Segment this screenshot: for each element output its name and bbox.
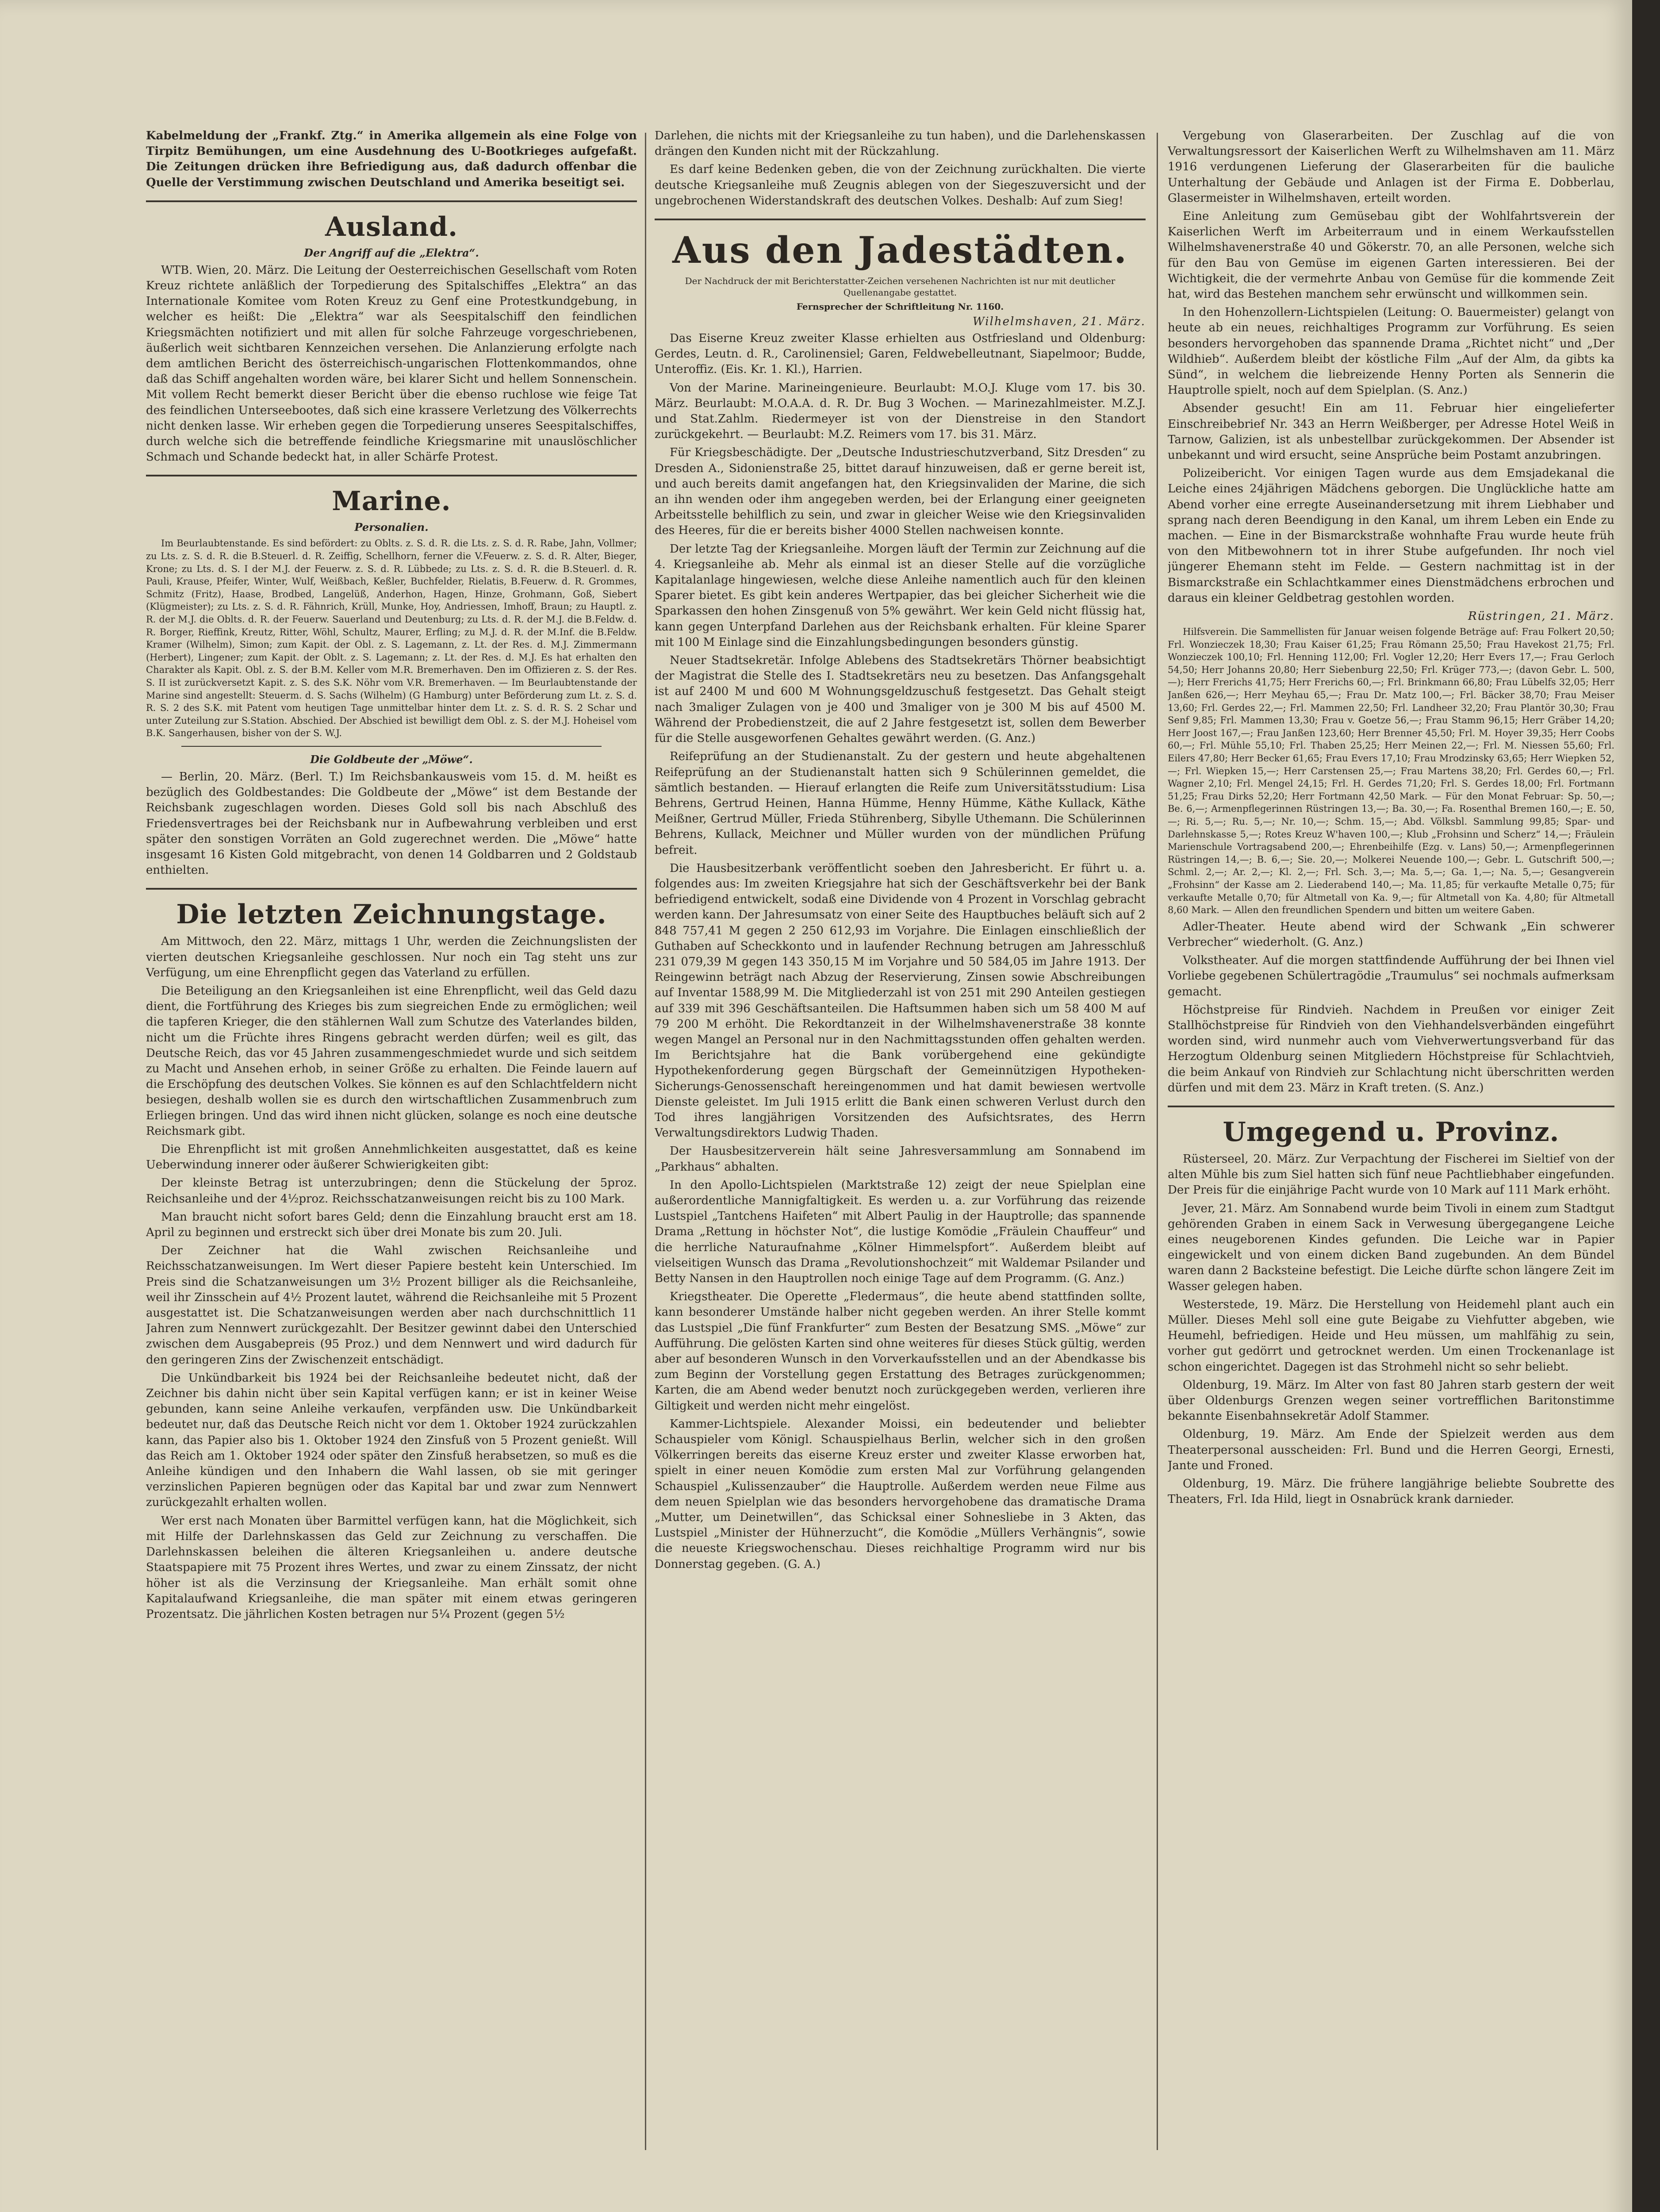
section-title-jadestaedte: Aus den Jadestädten. [672, 229, 1128, 272]
section-rule [146, 200, 637, 202]
section-title-marine: Marine. [332, 486, 451, 517]
section-title-zeichnungstage: Die letzten Zeichnungstage. [176, 899, 607, 930]
section-title-umgegend: Umgegend u. Provinz. [1223, 1116, 1560, 1148]
paragraph: Es darf keine Bedenken geben, die von der Zeichnung zurückhalten. Die vierte deutsche Kriegsanleihe muß Zeugnis ablegen von der Siegeszuversicht und der ungebrochenen Widerstandskraft des deutschen Volkes. Deshalb: Auf zum Sieg! [655, 163, 1146, 207]
article-moewe: — Berlin, 20. März. (Berl. T.) Im Reichsbankausweis vom 15. d. M. heißt es bezüglich des Goldbestandes: Die Goldbeute der „Möwe“ ist dem Bestande der Reichsbank zugeschlagen worden. Dieses Gold soll bis nach Abschluß des Friedensvertrages bei der Reichsbank nur in Aufbewahrung verbleiben und erst später den sonstigen Vorräten an Gold zugerechnet werden. Die „Möwe“ hatte insgesamt 16 Kisten Gold mitgebracht, von denen 14 Goldbarren und 2 Goldstaub enthielten. [146, 770, 637, 877]
news-item: Reifeprüfung an der Studienanstalt. Zu der gestern und heute abgehaltenen Reifeprüfung an der Studienanstalt hatten sich 9 Schülerinnen gemeldet, die sämtlich bestanden. — Hierauf erlangten die Reife zum Universitätsstudium: Lisa Behrens, Gertrud Heinen, Hanna Hümme, Henny Hümme, Käthe Kullack, Käthe Meißner, Gertrud Müller, Frieda Stührenberg, Sibylle Uthemann. Die Schülerinnen Behrens, Kullack, Meichner und Müller wurden von der mündlichen Prüfung befreit. [655, 750, 1146, 857]
page-edge [1632, 0, 1660, 2212]
news-item: Rüsterseel, 20. März. Zur Verpachtung der Fischerei im Sieltief von der alten Mühle bis zum Siel hatten sich fünf neue Pachtliebhaber eingefunden. Der Preis für die einjährige Pacht wurde von 10 Mark auf 111 Mark erhöht. [1168, 1152, 1614, 1197]
news-item: Volkstheater. Auf die morgen stattfindende Aufführung der bei Ihnen viel Vorliebe gegebenen Schülertragödie „Traumulus“ sei nochmals aufmerksam gemacht. [1168, 954, 1614, 998]
news-item: Absender gesucht! Ein am 11. Februar hier eingelieferter Einschreibebrief Nr. 343 an Herrn Weißberger, per Adresse Hotel Weiß in Tarnow, Galizien, ist als unbestellbar zurückgekommen. Der Absender ist unbekannt und wird ersucht, seine Ansprüche beim Postamt anzubringen. [1168, 402, 1614, 462]
news-item: Polizeibericht. Vor einigen Tagen wurde aus dem Emsjadekanal die Leiche eines 24jährigen Mädchens geborgen. Die Unglückliche hatte am Abend vorher eine erregte Auseinandersetzung mit ihrem Liebhaber und sprang nach deren Beendigung in den Kanal, um ihrem Leben ein Ende zu machen. — Eine in der Bismarckstraße wohnhafte Frau wurde heute früh von den Mitbewohnern tot in ihrer Stube aufgefunden. Ihr noch viel jüngerer Ehemann steht im Felde. — Gestern nachmittag ist in der Bismarckstraße ein Schlachtkammer eines Dienstmädchens erbrochen und daraus ein kleiner Geldbetrag gestohlen worden. [1168, 467, 1614, 605]
news-item: Der letzte Tag der Kriegsanleihe. Morgen läuft der Termin zur Zeichnung auf die 4. Kriegsanleihe ab. Mehr als einmal ist an dieser Stelle auf die vorzügliche Kapitalanlage hingewiesen, welche diese Anleihe namentlich auch für den kleinen Sparer bietet. Es gibt kein anderes Wertpapier, das bei gleicher Sicherheit wie die Sparkassen den hohen Zinsgenuß von 5% gewährt. Wer kein Geld nicht flüssig hat, kann gegen Unterpfand Darlehen aus der Reichsbank erhalten. Für kleine Sparer mit 100 M Einlage sind die Einzahlungsbedingungen besonders günstig. [655, 542, 1146, 649]
column-3 [1168, 128, 1614, 2159]
article-personalien: Im Beurlaubtenstande. Es sind befördert: zu Oblts. z. S. d. R. die Lts. z. S. d. R. Rabe, Jahn, Vollmer; zu Lts. z. S. d. R. die B.Steuerl. d. R. Zeiffig, Schellhorn, ferner die V.Feuerw. z. S. d. R. Alter, Bieger, Krone; zu Lts. d. S. I der M.J. der Feuerw. z. S. d. R. Lübbede; zu Lts. z. S. d. R. die B.Steuerl. d. R. Pauli, Krause, Pfeifer, Winter, Wulf, Weißbach, Keßler, Buchfelder, Rielatis, B.Feuerw. d. R. Grommes, Schmitz (Fritz), Haase, Brodbed, Langelüß, Anderhon, Hagen, Hinze, Grohmann, Goß, Siebert (Klügmeister); zu Lts. z. S. d. R. Fähnrich, Krüll, Munke, Hoy, Andriessen, Imhoff, Braun; zu Hauptl. z. R. der M.J. die Oblts. d. R. der Feuerw. Sauerland und Deutenburg; zu Lts. d. R. der M.J. die B.Feldw. d. R. Borger, Rieffink, Kreutz, Ritter, Wöhl, Schultz, Maurer, Erfling; zu M.J. d. R. der M.Inf. die B.Feldw. Kramer (Wilhelm), Simon; zum Kapit. der Obl. z. S. Lagemann, z. Lt. der Res. d. M.J. Zimmermann (Herbert), Lingener; zum Kapit. der Oblt. z. S. Lagemann; z. Lt. der Res. d. M.J. Es hat erhalten den Charakter als Kapit. Obl. z. S. der B.M. Keller vom M.R. Bremerhaven. Den im Offizieren z. S. der Res. S. II ist zurückversetzt Kapit. z. S. des S.K. Nöhr vom V.R. Bremerhaven. — Im Beurlaubtenstande der Marine sind angestellt: Steuerm. d. S. Sachs (Wilhelm) (G Hamburg) unter Beförderung zum Lt. z. S. d. R. S. 2 des S.K. mit Patent vom heutigen Tage unmittelbar hinter dem Lt. z. S. d. R. S. 2 Schar und unter Zuteilung zur S.Station. Abschied. Der Abschied ist bewilligt dem Obl. z. S. der M.J. Hoheisel vom B.K. Sangerhausen, bisher von der S. W.J. [146, 538, 637, 739]
news-item: Jever, 21. März. Am Sonnabend wurde beim Tivoli in einem zum Stadtgut gehörenden Graben in einem Sack in Verwesung übergegangene Leiche eines neugeborenen Kindes gefunden. Die Leiche war in Papier eingewickelt und von einem dicken Band zugebunden. An dem Bündel waren dann 2 Backsteine befestigt. Die Leiche dürfte schon längere Zeit im Wasser gelegen haben. [1168, 1202, 1614, 1293]
news-item: Höchstpreise für Rindvieh. Nachdem in Preußen vor einiger Zeit Stallhöchstpreise für Rindvieh von den Viehhandelsverbänden eingeführt worden sind, wird nunmehr auch vom Viehverwertungsverband für das Herzogtum Oldenburg seinen Mitgliedern Höchstpreise für Schlachtvieh, die beim Ankauf von Rindvieh zur Schlachtung nicht überschritten werden dürfen und mit dem 23. März in Kraft treten. (S. Anz.) [1168, 1003, 1614, 1094]
column-rule [1157, 133, 1158, 2150]
news-item: Für Kriegsbeschädigte. Der „Deutsche Industrieschutzverband, Sitz Dresden“ zu Dresden A., Sidonienstraße 25, bittet darauf hinzuweisen, daß er gerne bereit ist, und auch bereits damit angefangen hat, den Kriegsinvaliden der Marine, die sich an ihn wenden oder ihm angegeben werden, bei der Erlangung einer geeigneten Arbeitsstelle behilflich zu sein, und zwar in gleicher Weise wie den Kriegsinvaliden des Heeres, für die er bereits bisher 4000 Stellen nachweisen konnte. [655, 446, 1146, 538]
section-rule [146, 888, 637, 890]
news-item: Von der Marine. Marineingenieure. Beurlaubt: M.O.J. Kluge vom 17. bis 30. März. Beurlaubt: M.O.A.A. d. R. Dr. Bug 3 Wochen. — Marinezahlmeister. M.Z.J. und Stat.Zahlm. Riedermeyer ist von der Dienstreise in den Standort zurückgekehrt. — Beurlaubt: M.Z. Reimers vom 17. bis 31. März. [655, 381, 1146, 442]
column-rule [645, 133, 646, 2150]
news-item: Das Eiserne Kreuz zweiter Klasse erhielten aus Ostfriesland und Oldenburg: Gerdes, Leutn. d. R., Carolinensiel; Garen, Feldwebelleutnant, Siapelmoor; Budde, Unteroffiz. (Eis. Kr. 1. Kl.), Harrien. [655, 332, 1146, 376]
news-item: Eine Anleitung zum Gemüsebau gibt der Wohlfahrtsverein der Kaiserlichen Werft im Arbeiterraum und in einem Werkaufsstellen Wilhelmshavenerstraße 40 und Gökerstr. 70, an alle Personen, welche sich für den Bau von Gemüse im eigenen Garten interessieren. Bei der Wichtigkeit, die der vermehrte Anbau von Gemüse für die kommende Zeit hat, wird das Bestehen manchem sehr erwünscht und willkommen sein. [1168, 210, 1614, 301]
paragraph: Der kleinste Betrag ist unterzubringen; denn die Stückelung der 5proz. Reichsanleihe und der 4½proz. Reichsschatzanweisungen reicht bis zu 100 Mark. [146, 1176, 637, 1206]
section-rule [655, 219, 1146, 220]
paragraph: Wer erst nach Monaten über Barmittel verfügen kann, hat die Möglichkeit, sich mit Hilfe der Darlehnskassen das Geld zur Zeichnung zu verschaffen. Die Darlehnskassen beleihen die älteren Kriegsanleihen u. andere deutsche Staatspapiere mit 75 Prozent ihres Wertes, und zwar zu einem Zinssatz, der nicht höher ist als die Verzinsung der Kriegsanleihe. Man erhält somit ohne Kapitalaufwand Kriegsanleihe, die man später mit einem etwas geringeren Prozentsatz. Die jährlichen Kosten betragen nur 5¼ Prozent (gegen 5½ [146, 1514, 637, 1621]
news-item: Westerstede, 19. März. Die Herstellung von Heidemehl plant auch ein Müller. Dieses Mehl soll eine gute Beigabe zu Viehfutter abgeben, wie Heumehl, befriedigen. Heide und Heu müssen, um mahlfähig zu sein, vorher gut gedörrt und getrocknet werden. Um einen Trockenanlage ist schon eingerichtet. Dagegen ist das Strohmehl nicht so sehr beliebt. [1168, 1298, 1614, 1374]
news-item: Kriegstheater. Die Operette „Fledermaus“, die heute abend stattfinden sollte, kann besonderer Umstände halber nicht gegeben werden. An ihrer Stelle kommt das Lustspiel „Die fünf Frankfurter“ zum Besten der Besatzung SMS. „Möwe“ zur Aufführung. Die gelösten Karten sind ohne weiteres für dieses Stück gültig, werden aber auf besonderen Wunsch in den Vorverkaufsstellen und an der Abendkasse bis zum Beginn der Vorstellung gegen Erstattung des Betrages zurückgenommen; Karten, die am Abend weder benutzt noch zurückgegeben werden, verlieren ihre Giltigkeit und werden nicht mehr eingelöst. [655, 1290, 1146, 1413]
news-item: Hilfsverein. Die Sammellisten für Januar weisen folgende Beträge auf: Frau Folkert 20,50; Frl. Wonzieczek 18,30; Frau Kaiser 61,25; Frau Römann 25,50; Frau Havekost 21,75; Frl. Wonzieczek 100,10; Frl. Henning 112,00; Frl. Vogler 12,20; Herr Evers 17,—; Frau Gerloch 54,50; Herr Johanns 20,80; Herr Siebenburg 22,50; Frl. Krüger 773,—; (davon Gebr. L. 500,—); Herr Frerichs 41,75; Herr Frerichs 60,—; Frl. Brinkmann 66,80; Frau Lübelfs 32,05; Herr Janßen 626,—; Herr Meyhau 65,—; Frau Dr. Matz 100,—; Frl. Bäcker 38,70; Frau Meiser 13,60; Frl. Gerdes 22,—; Frl. Mammen 22,50; Frl. Landheer 32,20; Frau Plantör 30,30; Frau Senf 9,85; Frl. Mammen 13,30; Frau v. Goetze 56,—; Frau Stamm 96,15; Herr Gräber 14,20; Herr Joost 167,—; Frau Janßen 123,60; Herr Brenner 45,50; Frl. M. Hoyer 39,35; Herr Coobs 60,—; Frl. Mühle 55,10; Frl. Thaben 25,25; Herr Meinen 22,—; Frl. M. Niessen 55,60; Frl. Eilers 47,80; Herr Becker 61,65; Frau Evers 17,10; Frau Mrodzinsky 63,65; Herr Wiepken 52,—; Frl. Wiepken 15,—; Herr Carstensen 25,—; Frau Martens 38,20; Frl. Gerdes 60,—; Frl. Wagner 2,10; Frl. Mengel 24,15; Frl. H. Gerdes 71,20; Frl. S. Gerdes 18,00; Frl. Fortmann 51,25; Frau Dirks 52,20; Herr Fortmann 42,50 Mark. — Für den Monat Februar: Sp. 50,—; Be. 6,—; Armenpflegerinnen Rüstringen 13,—; Ba. 30,—; Fa. Rosenthal Bremen 160,—; E. 50,—; Ri. 5,—; Ru. 5,—; Nr. 10,—; Schm. 15,—; Abd. Völksbl. Sammlung 99,85; Spar- und Darlehnskasse 5,—; Rotes Kreuz W'haven 100,—; Klub „Frohsinn und Scherz“ 14,—; Fräulein Marienschule Vortragsabend 200,—; Ehrenbeihilfe (Ezg. v. Lans) 50,—; Armenpflegerinnen Rüstringen 14,—; B. 6,—; Sie. 20,—; Molkerei Neuende 100,—; Gebr. L. Gutschrift 500,—; Schml. 2,—; Ar. 2,—; Kl. 2,—; Frl. Sch. 3,—; Ma. 5,—; Ga. 1,—; Na. 5,—; Gesangverein „Frohsinn“ der Kasse am 2. Liederabend 140,—; Ma. 11,85; für verkaufte Metalle 0,75; für verkaufte Metalle 0,70; für Altmetall von Ka. 9,—; für Altmetall von Ka. 4,80; für Altmetall 8,60 Mark. — Allen den freundlichen Spendern und bitten um weitere Gaben. [1168, 626, 1614, 916]
headline-moewe: Die Goldbeute der „Möwe“. [310, 753, 473, 766]
section-title-ausland: Ausland. [325, 211, 458, 242]
paragraph: Die Ehrenpflicht ist mit großen Annehmlichkeiten ausgestattet, daß es keine Ueberwindung innerer oder äußerer Schwierigkeiten gibt: [146, 1143, 637, 1172]
paragraph: Man braucht nicht sofort bares Geld; denn die Einzahlung braucht erst am 18. April zu beginnen und erstreckt sich über drei Monate bis zum 20. Juli. [146, 1210, 637, 1240]
news-item: In den Hohenzollern-Lichtspielen (Leitung: O. Bauermeister) gelangt von heute ab ein neues, reichhaltiges Programm zur Vorführung. Es seien besonders hervorgehoben das spannende Drama „Richtet nicht“ und „Der Wildhieb“. Außerdem bleibt der köstliche Film „Auf der Alm, da gibts ka Sünd“, in welchem die liebreizende Henny Porten als Sennerin die Hauptrolle spielt, noch auf dem Spielplan. (S. Anz.) [1168, 306, 1614, 397]
paragraph: Der Zeichner hat die Wahl zwischen Reichsanleihe und Reichsschatzanweisungen. Im Wert dieser Papiere besteht kein Unterschied. Im Preis sind die Schatzanweisungen um 3½ Prozent billiger als die Reichsanleihe, weil ihr Zinsschein auf 4½ Prozent lautet, während die Reichsanleihe mit 5 Prozent ausgestattet ist. Die Schatzanweisungen werden aber nach durchschnittlich 11 Jahren zum Nennwert zurückgezahlt. Der Besitzer gewinnt dabei den Unterschied zwischen dem Ausgabepreis (95 Proz.) und dem Nennwert und wird dadurch für den geringeren Zins der Zwischenzeit entschädigt. [146, 1244, 637, 1367]
headline-elektra: Der Angriff auf die „Elektra“. [304, 246, 479, 259]
paragraph: Die Beteiligung an den Kriegsanleihen ist eine Ehrenpflicht, weil das Geld dazu dient, die Fortführung des Krieges bis zum siegreichen Ende zu ermöglichen; weil die tapferen Krieger, die den stählernen Wall zum Schutze des Vaterlandes bilden, nicht um die Früchte ihres Ringens gebracht werden dürfen; weil es gilt, das Deutsche Reich, das vor 45 Jahren zusammengeschmiedet wurde und sich seitdem zu Macht und Ansehen erhob, in seiner Größe zu erhalten. Die Feinde lauern auf die Erschöpfung des deutschen Volkes. Sie können es auf den Schlachtfeldern nicht besiegen, deshalb wollen sie es durch den wirtschaftlichen Zusammenbruch zum Erliegen bringen. Und das wird ihnen nicht glücken, solange es noch eine deutsche Reichsmark gibt. [146, 984, 637, 1138]
news-item: In den Apollo-Lichtspielen (Marktstraße 12) zeigt der neue Spielplan eine außerordentliche Mannigfaltigkeit. Es werden u. a. zur Vorführung das reizende Lustspiel „Tantchens Haifeten“ mit Albert Paulig in der Hauptrolle; das spannende Drama „Rettung in höchster Not“, die lustige Komödie „Fräulein Chauffeur“ und die herrliche Naturaufnahme „Kölner Himmelspfort“. Außerdem bleibt auf vielseitigen Wunsch das Drama „Revolutionshochzeit“ mit Waldemar Psilander und Betty Nansen in den Hauptrollen noch einige Tage auf dem Programm. (G. Anz.) [655, 1178, 1146, 1285]
dateline: Wilhelmshaven, 21. März. [972, 315, 1146, 329]
news-item: Oldenburg, 19. März. Am Ende der Spielzeit werden aus dem Theaterpersonal ausscheiden: Frl. Bund und die Herren Georgi, Ernesti, Jante und Froned. [1168, 1428, 1614, 1472]
news-item: Oldenburg, 19. März. Im Alter von fast 80 Jahren starb gestern der weit über Oldenburgs Grenzen wegen seiner vortrefflichen Baritonstimme bekannte Eisenbahnsekretär Adolf Stammer. [1168, 1378, 1614, 1423]
dateline: Rüstringen, 21. März. [1468, 610, 1614, 623]
news-item: Oldenburg, 19. März. Die frühere langjährige beliebte Soubrette des Theaters, Frl. Ida Hild, liegt in Osnabrück krank darnieder. [1168, 1477, 1614, 1506]
section-rule [1168, 1106, 1614, 1107]
editorial-phone: Fernsprecher der Schriftleitung Nr. 1160. [796, 301, 1004, 312]
section-rule [146, 475, 637, 476]
news-item: Die Hausbesitzerbank veröffentlicht soeben den Jahresbericht. Er führt u. a. folgendes aus: Im zweiten Kriegsjahre hat sich der Geschäftsverkehr bei der Bank befriedigend entwickelt, sodaß eine Dividende von 4 Prozent in Vorschlag gebracht werden kann. Der Jahresumsatz von einer Seite des Hauptbuches beläuft sich auf 2 848 757,41 M gegen 2 250 612,93 im Vorjahre. Die Einlagen einschließlich der Guthaben auf Scheckkonto und in laufender Rechnung betrugen am Jahresschluß 231 079,39 M gegen 143 350,15 M im Vorjahre und 50 584,05 im Jahre 1913. Der Reingewinn beträgt nach Abzug der Reservierung, Zinsen sowie Abschreibungen auf Inventar 1588,99 M. Die Mitgliederzahl ist von 251 mit 290 Anteilen gestiegen auf 339 mit 396 Geschäftsanteilen. Die Haftsummen haben sich um 58 400 M auf 79 200 M erhöht. Die Rekordtanzeit in der Wilhelmshavenerstraße 38 konnte wegen Mangel an Personal nur in den Nachmittagsstunden offen gehalten werden. Im Berichtsjahre hat die Bank vorübergehend eine gekündigte Hypothekenforderung gegen Bürgschaft der Gemeinnützigen Hypotheken-Sicherungs-Genossenschaft hereingenommen und hat damit bewiesen wertvolle Dienste geleistet. Im Juli 1915 erlitt die Bank einen schweren Verlust durch den Tod ihres langjährigen Vorsitzenden des Aufsichtsrates, des Herrn Verwaltungsdirektors Ludwig Thaden. [655, 861, 1146, 1140]
paragraph: Darlehen, die nichts mit der Kriegsanleihe zu tun haben), und die Darlehenskassen drängen den Kunden nicht mit der Rückzahlung. [655, 129, 1146, 158]
news-item: Kammer-Lichtspiele. Alexander Moissi, ein bedeutender und beliebter Schauspieler vom Königl. Schauspielhaus Berlin, welcher sich in den großen Völkerringen bereits das eiserne Kreuz erster und zweiter Klasse erworben hat, spielt in einer neuen Komödie zum ersten Mal zur Vorführung gelangenden Schauspiel „Kulissenzauber“ die Hauptrolle. Außerdem werden neue Filme aus dem neuen Spielplan wie das besonders hervorgehobene das dramatische Drama „Mutter, um Deinetwillen“, das Schicksal einer Sohnesliebe in 3 Akten, das Lustspiel „Minister der Hühnerzucht“, die Komödie „Müllers Verhängnis“, sowie die neueste Kriegswochenschau. Dieses reichhaltige Programm wird nur bis Donnerstag gegeben. (G. A.) [655, 1417, 1146, 1571]
column-1 [146, 128, 637, 2159]
headline-personalien: Personalien. [354, 521, 429, 534]
reprint-note: Der Nachdruck der mit Berichterstatter-Zeichen versehenen Nachrichten ist nur mit deutlicher Quellenangabe gestattet. [685, 276, 1116, 298]
news-item: Vergebung von Glaserarbeiten. Der Zuschlag auf die von Verwaltungsressort der Kaiserlichen Werft zu Wilhelmshaven am 11. März 1916 verdungenen Lieferung der Glaserarbeiten für die bauliche Unterhaltung der Gebäude und Anlagen ist der Firma E. Dobberlau, Glasermeister in Wilhelmshaven, erteilt worden. [1168, 129, 1614, 205]
article-elektra: WTB. Wien, 20. März. Die Leitung der Oesterreichischen Gesellschaft vom Roten Kreuz richtete anläßlich der Torpedierung des Spitalschiffes „Elektra“ an das Internationale Komitee vom Roten Kreuz zu Genf eine Protestkundgebung, in welcher es heißt: Die „Elektra“ war als Seespitalschiff den feindlichen Kriegsmächten notifiziert und mit allen für solche Fahrzeuge vorgeschriebenen, äußerlich weit sichtbaren Kennzeichen versehen. Die Anlanzierung erfolgte nach dem amtlichen Bericht des österreichisch-ungarischen Flottenkommandos, ohne daß das Schiff angehalten worden wäre, bei klarer Sicht und hellem Sonnenschein. Mit vollem Recht bemerkt dieser Bericht über die ebenso ruchlose wie feige Tat des feindlichen Unterseebootes, daß sich eine krassere Verletzung des Völkerrechts nicht denken lasse. Wir erheben gegen die Torpedierung unseres Seespitalschiffes, durch welche sich die betreffende feindliche Kriegsmarine mit unauslöschlicher Schmach und Schande bedeckt hat, in aller Schärfe Protest. [146, 263, 637, 464]
article-intro: Kabelmeldung der „Frankf. Ztg.“ in Amerika allgemein als eine Folge von Tirpitz Bemühungen, um eine Ausdehnung des U-Bootkrieges aufgefaßt. Die Zeitungen drücken ihre Befriedigung aus, daß dadurch offenbar die Quelle der Verstimmung zwischen Deutschland und Amerika beseitigt sei. [146, 129, 637, 189]
news-item: Der Hausbesitzerverein hält seine Jahresversammlung am Sonnabend im „Parkhaus“ abhalten. [655, 1144, 1146, 1174]
paragraph: Am Mittwoch, den 22. März, mittags 1 Uhr, werden die Zeichnungslisten der vierten deutschen Kriegsanleihe geschlossen. Nur noch ein Tag steht uns zur Verfügung, um eine Ehrenpflicht gegen das Vaterland zu erfüllen. [146, 935, 637, 979]
column-2 [655, 128, 1146, 2159]
news-item: Adler-Theater. Heute abend wird der Schwank „Ein schwerer Verbrecher“ wiederholt. (G. Anz.) [1168, 920, 1614, 949]
news-item: Neuer Stadtsekretär. Infolge Ablebens des Stadtsekretärs Thörner beabsichtigt der Magistrat die Stelle des I. Stadtsekretärs neu zu besetzen. Das Anfangsgehalt ist auf 2400 M und 600 M Wohnungsgeldzuschuß festgesetzt. Das Gehalt steigt nach 3maliger Zulagen von je 400 und 3maliger von je 300 M bis auf 4500 M. Während der Probedienstzeit, die auf 2 Jahre festgesetzt ist, sollen dem Bewerber für die Stelle ausgeworfenen Gehaltes gewährt werden. (G. Anz.) [655, 654, 1146, 745]
divider [181, 746, 602, 747]
paragraph: Die Unkündbarkeit bis 1924 bei der Reichsanleihe bedeutet nicht, daß der Zeichner bis dahin nicht über sein Kapital verfügen kann; er ist in keiner Weise gebunden, kann seine Anleihe verkaufen, verpfänden usw. Die Unkündbarkeit bedeutet nur, daß das Deutsche Reich nicht vor dem 1. Oktober 1924 zurückzahlen kann, das Papier also bis 1. Oktober 1924 den Zinsfuß von 5 Prozent genießt. Will das Reich am 1. Oktober 1924 oder später den Zinsfuß herabsetzen, so muß es die Anleihe kündigen und den Inhabern die Wahl lassen, ob sie mit geringer verzinslichen Papieren begnügen oder das Kapital bar und zwar zum Nennwert zurückgezahlt erhalten wollen. [146, 1371, 637, 1509]
